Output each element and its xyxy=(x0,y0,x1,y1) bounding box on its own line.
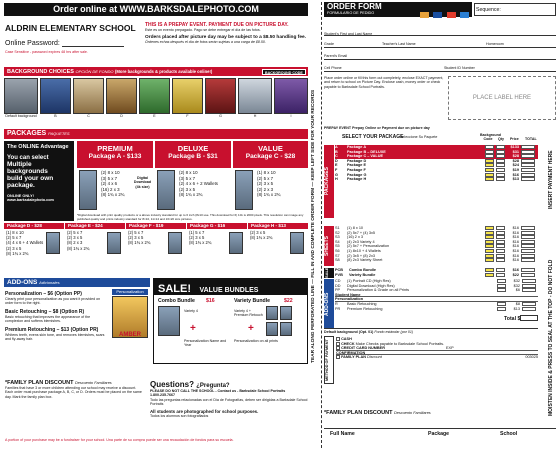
col-total: TOTAL xyxy=(525,137,537,141)
card-logos xyxy=(420,5,469,23)
bg-swatch-i[interactable] xyxy=(274,78,308,118)
addons-title-es: Adicionales xyxy=(39,280,60,285)
value-bundles xyxy=(153,278,308,364)
packages-footnote: *Digital download with print quality products or a above industry standard for up to 6 inch (8x10 use. This download for 6) 10x is 2000 pixels. This resolution can image any published quality and prints industry standard for 8×10, 11×14 and 16×20 size pictures. xyxy=(77,213,304,221)
bg-label-i: I xyxy=(290,114,292,118)
visa-icon xyxy=(433,12,442,18)
bg-swatch-e[interactable] xyxy=(139,78,170,118)
payment-options xyxy=(336,337,538,360)
background-note: (More backgrounds & products available online!) xyxy=(115,69,213,74)
order-family-title: *FAMILY PLAN DISCOUNT xyxy=(324,410,393,416)
packages-title-es: PAQUETES xyxy=(48,131,70,136)
row-package-e[interactable]: E Package E $24 xyxy=(335,163,538,168)
row-combo-bundle[interactable]: PCB Combo Bundle $16 xyxy=(335,268,538,273)
package-d-photo xyxy=(46,232,60,254)
sale-rows xyxy=(335,268,538,277)
row-portrait-cd[interactable]: CD (1) Portrait CD (High Res) $32 xyxy=(335,279,538,284)
all-students-es: Todos los alumnos son fotografiados xyxy=(150,413,209,418)
teacher-label: Teacher's Last Name xyxy=(382,42,416,46)
row-sheet-s8[interactable]: S8 (8) 2x3 Variety Sheet $16 xyxy=(335,258,538,263)
variety-bundle-price: $22 xyxy=(284,298,293,304)
bundles-title: VALUE BUNDLES xyxy=(199,287,259,294)
row-package-g[interactable]: G Package G $16 xyxy=(335,173,538,178)
row-sheet-s5[interactable]: S5 (2) 5x7 + Personalization $16 xyxy=(335,244,538,249)
prepay-notice xyxy=(145,22,310,45)
row-package-a[interactable]: A Package A $133 xyxy=(335,145,538,150)
default-bg-label-es: Fondo estándar (por 01) xyxy=(374,330,414,334)
password-label: Online Password: xyxy=(5,40,60,47)
bg-label-b: B xyxy=(54,114,57,118)
variety-line-2: Personalization on all prints xyxy=(234,339,278,343)
mastercard-icon xyxy=(447,12,456,18)
package-c-name: VALUE xyxy=(258,144,283,153)
default-bg-row xyxy=(324,328,538,334)
package-f-photo xyxy=(168,232,182,254)
package-h-photo xyxy=(290,232,304,254)
sequence-field[interactable] xyxy=(474,3,556,16)
variety-photo-4 xyxy=(280,322,292,336)
bg-swatch-c[interactable] xyxy=(73,78,104,118)
bg-label-c: C xyxy=(87,114,90,118)
background-title: BACKGROUND CHOICES xyxy=(7,69,74,75)
package-rows xyxy=(335,145,538,182)
package-c-contents xyxy=(233,170,308,214)
row-sheet-s6[interactable]: S6 (1) 8x10 + 4 Wallets $16 xyxy=(335,249,538,254)
package-c-price: Package C - $28 xyxy=(245,153,296,160)
bg-label-g: G xyxy=(219,114,222,118)
late-fee-es: Órdenes echas después el día de fotos serán sujetas a una carga de $8.50. xyxy=(145,40,266,45)
phone-id-row[interactable] xyxy=(324,60,556,72)
fundraiser-note: A portion of your purchase may be a fundraiser for your school. Una parte de su compra puede ser una recaudación de fondos para su escuela. xyxy=(5,438,234,442)
cash-option[interactable]: CASH xyxy=(336,337,538,342)
advantage-l2: Multiple backgrounds xyxy=(7,161,48,175)
bg-swatch-g[interactable] xyxy=(205,78,236,118)
bg-swatch-b[interactable] xyxy=(40,78,71,118)
background-code-badge: BACKGROUND CODE xyxy=(262,69,306,75)
advantage-title: The ONLINE Advantage xyxy=(7,144,69,150)
package-d-header[interactable]: Package D - $28 xyxy=(4,223,64,229)
total-label: Total $ xyxy=(504,316,521,322)
package-b-items: (2) 8 x 10 (3) 5 x 7 (2) 4 x 6 + 2 Wallets (2) 3 x 5 (8) 1¾ x 2¾ xyxy=(179,170,219,197)
addons-list xyxy=(5,291,105,342)
addon-premium-retouch: Premium Retouching – $13 (Option PR) xyxy=(5,326,99,333)
addon-retouch: Basic Retouching – $8 (Option R) xyxy=(5,308,85,315)
footer-package: Package xyxy=(428,431,450,437)
package-h-items: (2) 3 x 5 (8) 1¾ x 2¾ xyxy=(250,230,273,241)
row-sheet-s4[interactable]: S4 (4) 2x3 Variety 4 $16 xyxy=(335,240,538,245)
packages-title: PACKAGES xyxy=(7,130,47,137)
package-c-items: (1) 8 x 10 (2) 5 x 7 (2) 3 x 5 (2) 2 x 3 (8) 1¾ x 2¾ xyxy=(257,170,281,197)
sale-side-label: SALE xyxy=(324,268,334,278)
footer-school: School xyxy=(500,431,518,437)
order-online-banner[interactable]: Order online at WWW.BARKSDALEPHOTO.COM xyxy=(4,3,308,16)
package-a-contents xyxy=(77,170,153,214)
questions-hours: Todo las preguntas relacionadas con el Día de Fotografías, deben ser dirigidas a Barksdale School Portraits xyxy=(150,397,308,407)
phone-label: Cell Phone xyxy=(324,66,342,70)
select-package-es: Seleccione Su Paquete xyxy=(400,135,438,139)
late-fee: Orders placed after picture day may be subject to a $8.50 handling fee. xyxy=(145,35,307,41)
questions-title: Questions? xyxy=(150,380,195,389)
bg-swatch-d[interactable] xyxy=(106,78,137,118)
row-package-f[interactable]: F Package F $19 xyxy=(335,168,538,173)
amex-icon xyxy=(460,12,469,18)
package-a-panel[interactable] xyxy=(77,141,153,168)
package-d-items: (1) 8 x 10 (2) 5 x 7 (4) 4 x 6 + 4 Wallets (2) 3 x 5 (8) 1¾ x 2¾ xyxy=(6,230,44,256)
sheets-side-label: SHEETS xyxy=(324,226,334,266)
all-students-note: All students are photographed for school purposes. xyxy=(150,408,259,414)
password-hint: Case Sensitive - password expires 48 hrs after sale. xyxy=(5,50,88,54)
combo-bundle-price: $16 xyxy=(206,298,215,304)
addon-personalization-desc: Clearly print your personalization as you want it provided on order form to the right. xyxy=(5,297,101,306)
bg-label-e: E xyxy=(153,114,156,118)
variety-photo-3 xyxy=(266,322,278,336)
moisten-seal-text: MOISTEN INSIDE & PRESS TO SEAL AT THE TOP - DO NOT FOLD xyxy=(548,259,554,416)
row-sheet-s3[interactable]: S3 (16) 2 x 3 $16 xyxy=(335,235,538,240)
package-a-price: Package A - $133 xyxy=(88,153,142,160)
payment-side-label: METHOD OF PAYMENT xyxy=(324,336,334,384)
homeroom-label: Homeroom xyxy=(486,42,504,46)
package-b-photo xyxy=(157,170,175,210)
row-personalization-text[interactable]: Personalization xyxy=(335,297,538,302)
variety-photo-1 xyxy=(266,306,278,320)
package-e-header[interactable]: Package E - $24 xyxy=(65,223,125,229)
grade-teacher-row[interactable] xyxy=(324,36,556,48)
family-discount-title: *FAMILY PLAN DISCOUNT xyxy=(5,380,74,386)
packages-side-label: PACKAGES xyxy=(324,145,334,218)
combo-bundle-label[interactable]: Combo Bundle xyxy=(158,298,195,304)
row-variety-bundle[interactable]: PVB Variety Bundle $22 xyxy=(335,273,538,278)
col-price: Price xyxy=(510,137,519,141)
advantage-l3: build your own package. xyxy=(7,175,54,189)
discover-icon xyxy=(420,12,429,18)
student-name-field[interactable] xyxy=(324,22,556,36)
personalization-sample-name: AMBER xyxy=(119,332,141,338)
perforation-text: TEAR ALONG PERFORATED LINE — FILL IN AND COMPLETE ORDER FORM — KEEP LEFT SIDE FOR YOUR RECORDS xyxy=(311,89,316,363)
order-family-footer xyxy=(324,410,556,448)
package-a-digital: Digital Download (4k size) xyxy=(133,176,152,189)
default-bg-label: Default background (Opt. 01) xyxy=(324,330,374,334)
package-b-contents xyxy=(155,170,231,214)
background-swatches xyxy=(4,78,308,122)
check-option[interactable]: CHECK Make Checks payable to Barksdale School Portraits. xyxy=(336,342,538,347)
variety-photo-2 xyxy=(280,306,292,320)
school-name: ALDRIN ELEMENTARY SCHOOL xyxy=(5,23,136,33)
package-f-items: (2) 5 x 7 (2) 3 x 5 (8) 1¾ x 2¾ xyxy=(128,230,151,246)
addon-premium-retouch-desc: Whitens teeth, evens skin tone, and removes blemishes, scars and fly-away hair. xyxy=(5,332,105,342)
row-basic-retouch[interactable]: R Basic Retouching $8 xyxy=(335,302,538,307)
package-g-items: (1) 5 x 7 (2) 3 x 5 (8) 1¾ x 2¾ xyxy=(189,230,212,246)
addon-retouch-desc: Basic retouching that improves the appearance of the complexion and softens blemishes. xyxy=(5,314,91,324)
advantage-l1: You can select xyxy=(7,155,49,161)
combo-line-2: Personalization Name and Year xyxy=(184,339,227,348)
addon-personalization: Personalization – $6 (Option PP) xyxy=(5,291,82,297)
col-qty: Qty xyxy=(498,137,504,141)
questions-contact: PLEASE DO NOT CALL THE SCHOOL - Contact us - Barksdale School Portraits 1.800.235.7667 xyxy=(150,389,286,398)
col-bg-code: Background Code xyxy=(480,133,501,142)
personalization-badge: Personalization xyxy=(112,289,148,295)
row-personalization[interactable]: PP Personalization & Grade on all Prints $6 xyxy=(335,288,538,293)
student-info-fields xyxy=(324,22,556,72)
variety-line-1: Variety 4 + Premium Retouch xyxy=(234,309,263,318)
package-h-header[interactable]: Package H - $13 xyxy=(248,223,308,229)
row-package-b[interactable]: B Package B – DELUXE $31 xyxy=(335,150,538,155)
bundles-header xyxy=(154,279,308,295)
family-discount-title-es: Descuento Familiares xyxy=(74,381,112,385)
order-table-header xyxy=(324,132,538,144)
package-g-header[interactable]: Package G - $16 xyxy=(187,223,247,229)
sequence-label: Sequence: xyxy=(476,7,501,13)
package-b-panel[interactable] xyxy=(155,141,231,168)
bg-swatch-h[interactable] xyxy=(238,78,272,118)
sale-text: SALE! xyxy=(158,283,191,295)
family-discount-text: Families that have 3 or more children attending our school may receive a discount. Each order must purchase package A, B, C, or D. Orders must be placed on the same day. Mark the family plan box. xyxy=(5,386,142,399)
prepay-text-es: Este es un evento prepagado. Pago se debe entregar el día de las fotos. xyxy=(145,28,261,32)
row-package-d[interactable]: D Package D $28 xyxy=(335,159,538,164)
password-field[interactable] xyxy=(62,46,124,47)
variety-plus-icon: + xyxy=(248,323,254,334)
label-placeholder xyxy=(448,76,556,120)
package-a-photo xyxy=(79,170,97,210)
parent-email-label: Parent's Email xyxy=(324,54,348,58)
package-e-photo xyxy=(107,232,121,254)
total-field[interactable] xyxy=(520,315,538,321)
insert-payment-text: INSERT PAYMENT HERE xyxy=(548,150,554,210)
online-advantage-panel xyxy=(4,141,74,221)
combo-line-1: Variety 4 xyxy=(184,309,198,313)
package-c-photo xyxy=(235,170,253,210)
bg-swatch-default[interactable] xyxy=(4,78,38,118)
row-sheet-s1[interactable]: S1 (1) 8 x 10 $16 xyxy=(335,226,538,231)
package-a-name: PREMIUM xyxy=(97,144,133,153)
confirmation-field[interactable]: CONFIRMATION xyxy=(336,351,538,356)
bg-swatch-f[interactable] xyxy=(172,78,203,118)
family-plan-option[interactable]: FAMILY PLAN Discount 003025 xyxy=(336,355,538,360)
bg-label-h: H xyxy=(253,114,257,118)
bg-label-default: Default background xyxy=(5,114,37,118)
combo-plus-icon: + xyxy=(190,323,196,334)
select-package: SELECT YOUR PACKAGE xyxy=(342,134,404,140)
row-package-c[interactable]: C Package C – VALUE $28 xyxy=(335,154,538,159)
label-here-text: PLACE LABEL HERE xyxy=(472,95,532,101)
order-family-title-es: Descuento Familiares xyxy=(393,411,431,415)
student-name-label: Student's First and Last Name xyxy=(324,32,373,36)
package-b-name: DELUXE xyxy=(177,144,209,153)
package-b-price: Package B - $31 xyxy=(168,153,218,160)
background-title-es: OPCIÓN DE FONDO xyxy=(75,69,114,74)
questions-title-es: ¿Pregunta? xyxy=(196,383,230,389)
packages-bar xyxy=(4,129,308,139)
package-c-panel[interactable] xyxy=(233,141,308,168)
row-sheet-s7[interactable]: S7 (2) 3x5 + (8) 2x3 $16 xyxy=(335,254,538,259)
package-g-photo xyxy=(229,232,243,254)
addons-side-label: ADD-ONS xyxy=(324,279,334,329)
parent-email-field[interactable] xyxy=(324,48,556,60)
package-e-items: (2) 5 x 7 (2) 3 x 5 (8) 2 x 3 (8) 1¾ x 2¾ xyxy=(67,230,90,251)
variety-bundle-label[interactable]: Variety Bundle xyxy=(234,298,271,304)
online-only[interactable]: ONLINE ONLY! www.barksdalephoto.com xyxy=(7,194,54,202)
order-form-subtitle: FORMULARIO DE PEDIDO xyxy=(327,11,375,15)
combo-photo xyxy=(158,306,180,336)
row-sheet-s2[interactable]: S2 (2) 5x7 + (4) 3x5 $16 xyxy=(335,231,538,236)
order-instructions: Place order online or fill this form out completely, enclose EXACT payment, and return to school on Picture Day. Enclose cash, money order or check payable to Barksdale School Portraits. xyxy=(324,76,444,89)
addon-rows xyxy=(335,279,538,311)
bg-label-d: D xyxy=(120,114,123,118)
addons-bar xyxy=(4,278,150,287)
prepay-text: THIS IS A PREPAY EVENT. PAYMENT DUE ON PICTURE DAY. xyxy=(145,22,289,28)
order-form-title: ORDER FORM xyxy=(327,2,382,11)
row-student-name[interactable]: Student Name xyxy=(335,293,538,298)
addons-title: ADD-ONS xyxy=(7,279,38,286)
sheet-rows xyxy=(335,226,538,263)
credit-card-option[interactable]: CREDIT CARD NUMBER EXP xyxy=(336,346,538,351)
family-discount xyxy=(5,380,145,399)
bg-label-f: F xyxy=(186,114,189,118)
questions-block xyxy=(150,380,308,418)
footer-full-name: Full Name xyxy=(330,431,355,437)
row-digital-download[interactable]: DD Digital Download (High Res) $32 xyxy=(335,284,538,289)
prepay-event-note: PREPAY EVENT Prepay Online or Payment due on picture day xyxy=(324,126,430,130)
package-a-items: (2) 8 x 10 (3) 5 x 7 (2) 4 x 6 (16) 2 x 3 (8) 1¾ x 2¾ xyxy=(101,170,125,197)
perforation-line[interactable] xyxy=(321,2,322,448)
grade-label: Grade xyxy=(324,42,334,46)
student-id-label: Student ID Number xyxy=(444,66,475,70)
form-id: 003025 xyxy=(525,355,538,360)
row-package-h[interactable]: H Package H $13 xyxy=(335,177,538,182)
package-f-header[interactable]: Package F - $19 xyxy=(126,223,186,229)
row-premium-retouch[interactable]: PR Premium Retouching $13 xyxy=(335,307,538,312)
